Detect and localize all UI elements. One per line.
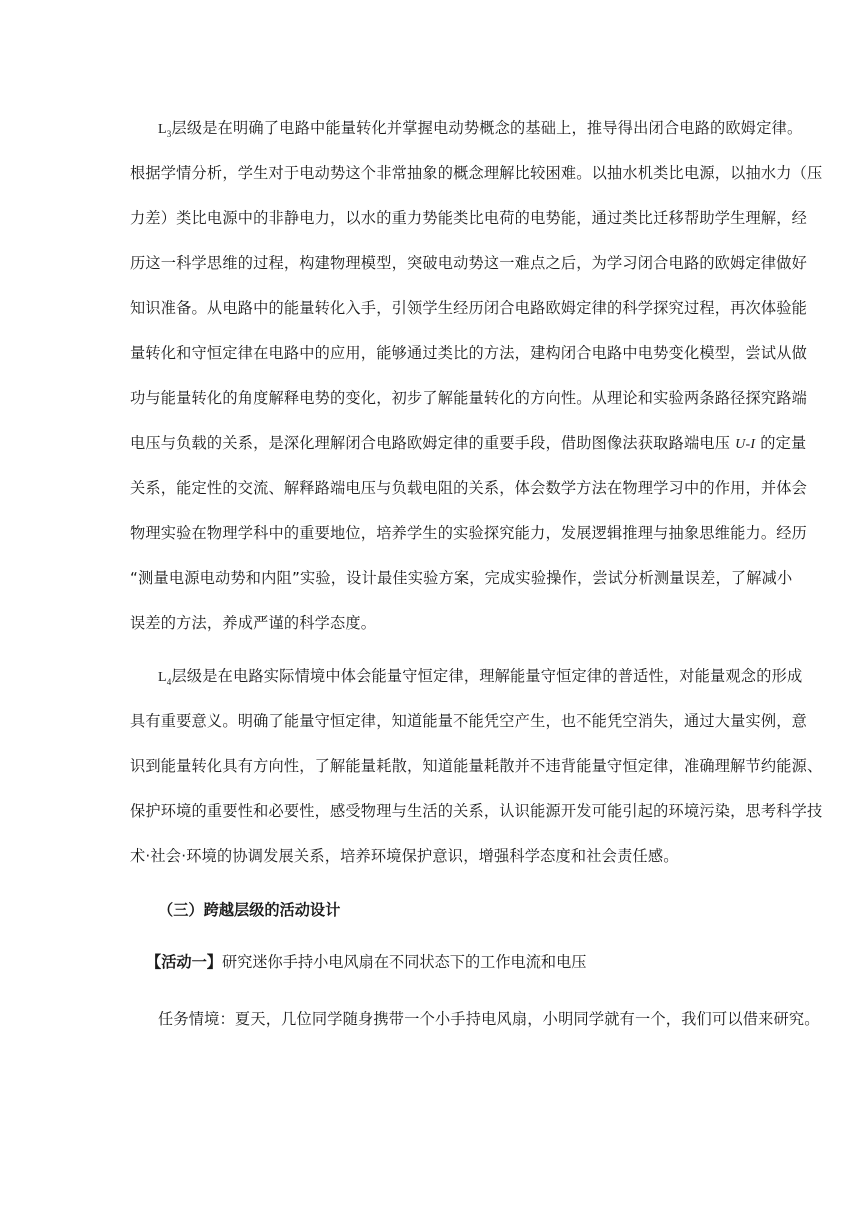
text-line: 功与能量转化的角度解释电势的变化，初步了解能量转化的方向性。从理论和实验两条路径探究路端 [130, 389, 808, 407]
text-line: 术·社会·环境的协调发展关系，培养环境保护意识，增强科学态度和社会责任感。 [130, 847, 679, 865]
activity-text: 研究迷你手持小电风扇在不同状态下的工作电流和电压 [221, 953, 587, 971]
task-context: 任务情境：夏天，几位同学随身携带一个小手持电风扇，小明同学就有一个，我们可以借来研究。 [158, 1010, 820, 1028]
level-label: L [158, 670, 167, 685]
text-line: 根据学情分析，学生对于电动势这个非常抽象的概念理解比较困难。以抽水机类比电源，以抽水力（压 [130, 164, 823, 182]
text-line: 历这一科学思维的过程，构建物理模型，突破电动势这一难点之后，为学习闭合电路的欧姆定律做好 [130, 254, 808, 272]
text-line: 保护环境的重要性和必要性，感受物理与生活的关系，认识能源开发可能引起的环境污染，思考科学技 [130, 802, 823, 820]
text-line: “测量电源电动势和内阻”实验，设计最佳实验方案，完成实验操作，尝试分析测量误差，了解减小 [130, 569, 793, 587]
text-line: 力差）类比电源中的非静电力，以水的重力势能类比电荷的电势能，通过类比迁移帮助学生理解，经 [130, 209, 808, 227]
activity-title [146, 950, 586, 974]
activity-label: 【活动一】 [146, 953, 222, 971]
line-text: 层级是在明确了电路中能量转化并掌握电动势概念的基础上，推导得出闭合电路的欧姆定律。 [171, 119, 803, 137]
line-text: 电压与负载的关系，是深化理解闭合电路欧姆定律的重要手段，借助图像法获取路端电压 [130, 434, 736, 452]
text-line [130, 431, 807, 455]
level-subscript: 3 [166, 129, 172, 140]
level-subscript: 4 [166, 677, 172, 688]
text-line: 知识准备。从电路中的能量转化入手，引领学生经历闭合电路欧姆定律的科学探究过程，再次体验能 [130, 299, 808, 317]
text-line: 误差的方法，养成严谨的科学态度。 [130, 614, 377, 632]
text-line: 关系，能定性的交流、解释路端电压与负载电阻的关系，体会数学方法在物理学习中的作用，并体会 [130, 479, 808, 497]
line-text: 层级是在电路实际情境中体会能量守恒定律，理解能量守恒定律的普适性，对能量观念的形成 [171, 667, 803, 685]
text-line: 识到能量转化具有方向性，了解能量耗散，知道能量耗散并不违背能量守恒定律，准确理解节约能源、 [130, 757, 823, 775]
text-line: 具有重要意义。明确了能量守恒定律，知道能量不能凭空产生，也不能凭空消失，通过大量实例，意 [130, 712, 808, 730]
level-label: L [158, 122, 167, 137]
ui-symbol: U-I [735, 437, 756, 452]
text-line: 量转化和守恒定律在电路中的应用，能够通过类比的方法，建构闭合电路中电势变化模型，尝试从做 [130, 344, 808, 362]
text-line [158, 116, 803, 140]
line-text: 的定量 [755, 434, 807, 452]
text-line: 物理实验在物理学科中的重要地位，培养学生的实验探究能力，发展逻辑推理与抽象思维能力。经历 [130, 524, 808, 542]
text-line [158, 664, 803, 688]
section-heading: （三）跨越层级的活动设计 [158, 901, 341, 919]
